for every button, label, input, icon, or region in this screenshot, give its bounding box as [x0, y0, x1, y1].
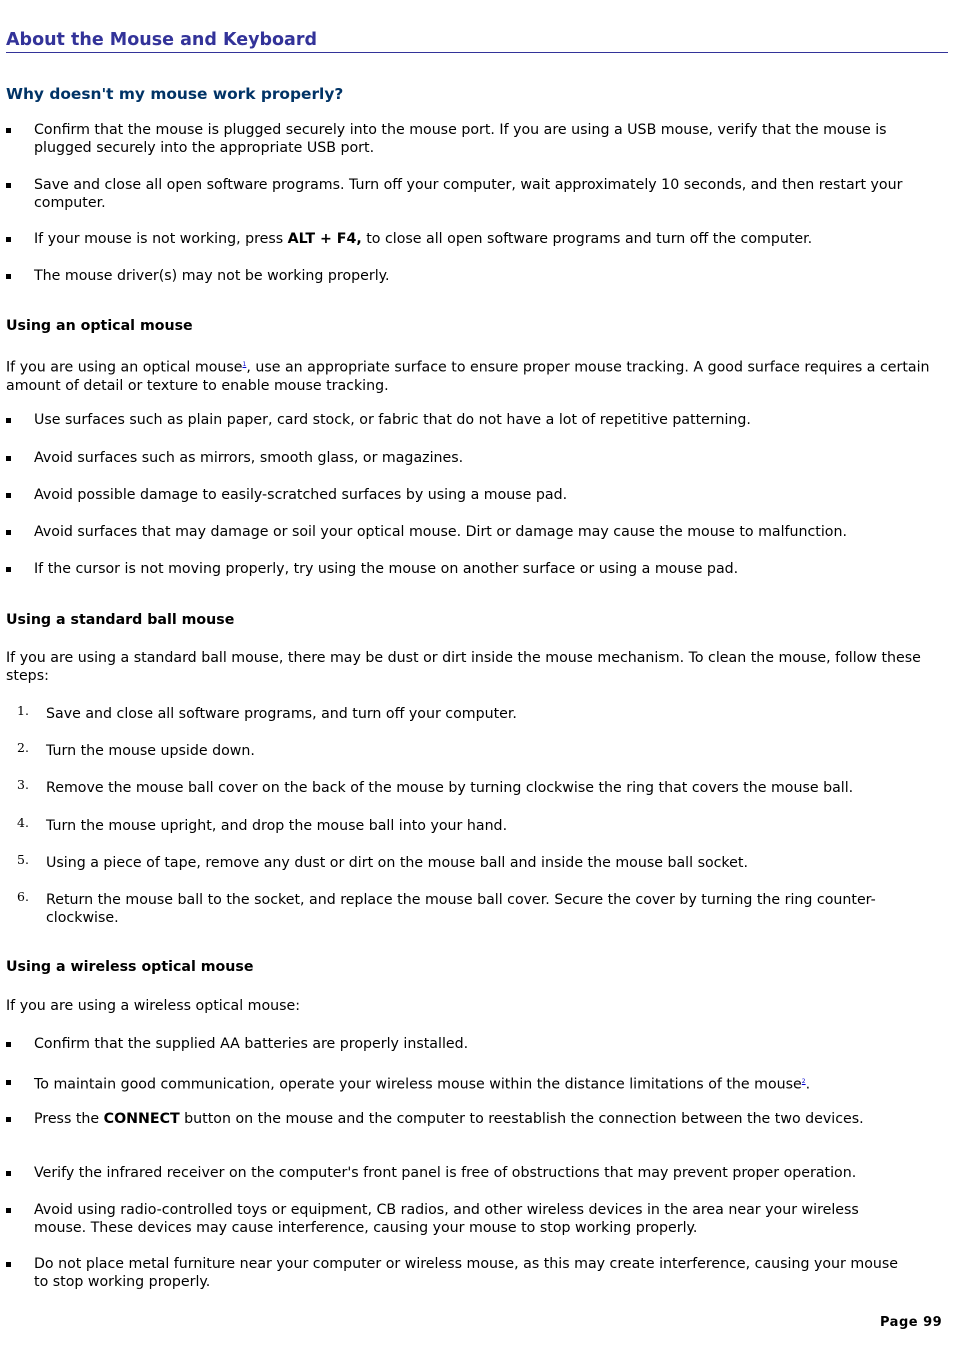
bullet-marker: [6, 1171, 11, 1176]
bullet-marker: [6, 493, 11, 498]
button-name: CONNECT: [103, 1111, 180, 1127]
text-segment: To maintain good communication, operate your wireless mouse within the distance limitations of the mouse: [34, 1076, 802, 1093]
bullet-marker: [6, 567, 11, 572]
bullet-marker: [6, 456, 11, 461]
text-segment: button on the mouse and the computer to reestablish the connection between the two devices.: [179, 1111, 864, 1127]
step-text: Remove the mouse ball cover on the back of the mouse by turning clockwise the ring that covers the mouse ball.: [46, 780, 854, 796]
step-text: Using a piece of tape, remove any dust or dirt on the mouse ball and inside the mouse ball socket.: [46, 855, 748, 871]
bullet-marker: [6, 1262, 11, 1267]
step-number: 3.: [17, 777, 29, 792]
list-item-text: Confirm that the supplied AA batteries are properly installed.: [34, 1036, 469, 1052]
ball-intro: If you are using a standard ball mouse, there may be dust or dirt inside the mouse mechanism. To clean the mouse, follow these steps:: [6, 650, 921, 684]
list-item-text: Avoid surfaces that may damage or soil your optical mouse. Dirt or damage may cause the mouse to malfunction.: [34, 524, 847, 540]
list-item-text: Use surfaces such as plain paper, card stock, or fabric that do not have a lot of repetitive patterning.: [34, 412, 751, 428]
text-segment: Press the: [34, 1111, 104, 1127]
bullet-marker: [6, 183, 11, 188]
section-heading-optical: Using an optical mouse: [6, 318, 193, 334]
section-heading-ball: Using a standard ball mouse: [6, 612, 235, 628]
list-item-text: [34, 230, 914, 248]
step-text: Return the mouse ball to the socket, and replace the mouse ball cover. Secure the cover by turning the ring counter-clockwise.: [46, 892, 876, 926]
step-number: 5.: [17, 852, 29, 867]
text-segment: If you are using an optical mouse: [6, 359, 243, 376]
wireless-intro: If you are using a wireless optical mouse:: [6, 998, 301, 1014]
footnote-link[interactable]: 1: [242, 361, 247, 368]
list-item-text: Avoid using radio-controlled toys or equipment, CB radios, and other wireless devices in the area near your wireless mouse. These devices may cause interference, causing your mouse to stop working properly.: [34, 1202, 859, 1236]
list-item-text: Verify the infrared receiver on the computer's front panel is free of obstructions that may prevent proper operation.: [34, 1165, 857, 1181]
list-item-text: Save and close all open software programs. Turn off your computer, wait approximately 10 seconds, and then restart your computer.: [34, 177, 903, 211]
step-number: 1.: [17, 703, 29, 718]
list-item-text: [34, 1073, 914, 1094]
list-item-text: Do not place metal furniture near your computer or wireless mouse, as this may create interference, causing your mouse to stop working properly.: [34, 1256, 899, 1290]
bullet-marker: [6, 1080, 11, 1085]
list-item-text: Avoid surfaces such as mirrors, smooth glass, or magazines.: [34, 450, 464, 466]
bullet-marker: [6, 1042, 11, 1047]
bullet-marker: [6, 128, 11, 133]
page-title: About the Mouse and Keyboard: [6, 29, 948, 53]
text-segment: to close all open software programs and turn off the computer.: [361, 231, 813, 247]
step-number: 2.: [17, 740, 29, 755]
key-combo: ALT + F4,: [287, 231, 362, 247]
list-item-text: [34, 1110, 914, 1128]
bullet-marker: [6, 530, 11, 535]
section-heading-wireless: Using a wireless optical mouse: [6, 959, 254, 975]
footnote-link[interactable]: 2: [801, 1078, 806, 1085]
text-segment: If your mouse is not working, press: [34, 231, 288, 247]
bullet-marker: [6, 274, 11, 279]
step-text: Save and close all software programs, and turn off your computer.: [46, 706, 517, 722]
step-number: 6.: [17, 889, 29, 904]
text-segment: , use an appropriate surface to ensure proper mouse tracking. A good surface requires a certain amount of detail or texture to enable mouse tracking.: [6, 359, 930, 394]
list-item-text: Confirm that the mouse is plugged securely into the mouse port. If you are using a USB mouse, verify that the mouse is plugged securely into the appropriate USB port.: [34, 122, 887, 156]
optical-intro: [6, 356, 946, 395]
list-item-text: If the cursor is not moving properly, try using the mouse on another surface or using a mouse pad.: [34, 561, 739, 577]
step-text: Turn the mouse upside down.: [46, 743, 255, 759]
bullet-marker: [6, 1117, 11, 1122]
list-item-text: Avoid possible damage to easily-scratched surfaces by using a mouse pad.: [34, 487, 568, 503]
bullet-marker: [6, 1208, 11, 1213]
step-text: Turn the mouse upright, and drop the mouse ball into your hand.: [46, 818, 508, 834]
step-number: 4.: [17, 815, 29, 830]
bullet-marker: [6, 418, 11, 423]
text-segment: .: [805, 1076, 811, 1093]
question-heading: Why doesn't my mouse work properly?: [6, 85, 344, 103]
list-item-text: The mouse driver(s) may not be working properly.: [34, 268, 390, 284]
bullet-marker: [6, 237, 11, 242]
page-number: Page 99: [880, 1315, 943, 1330]
